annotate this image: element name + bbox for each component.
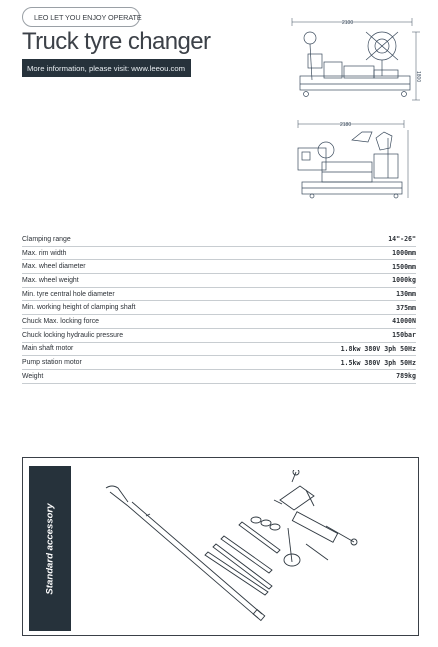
table-row bbox=[22, 370, 416, 384]
top-view-drawing bbox=[292, 118, 416, 204]
top-width-dim: 2180 bbox=[340, 122, 352, 128]
table-row bbox=[22, 233, 416, 247]
table-row bbox=[22, 260, 416, 274]
table-row bbox=[22, 288, 416, 302]
accessory-label: Standard accessory bbox=[44, 502, 56, 595]
spec-label: Max. rim width bbox=[22, 249, 67, 257]
spec-value: 1000kg bbox=[392, 276, 416, 285]
spec-label: Chuck locking hydraulic pressure bbox=[22, 331, 124, 339]
table-row bbox=[22, 247, 416, 261]
side-width-dim: 2100 bbox=[342, 20, 354, 26]
spec-table bbox=[22, 233, 416, 384]
spec-label: Chuck Max. locking force bbox=[22, 317, 99, 325]
page-title: Truck tyre changer bbox=[22, 28, 211, 55]
side-view-drawing bbox=[286, 14, 426, 106]
spec-label: Main shaft motor bbox=[22, 345, 74, 353]
brand-badge bbox=[22, 7, 140, 27]
side-height-dim: 1800 bbox=[415, 71, 421, 83]
table-row bbox=[22, 315, 416, 329]
spec-label: Pump station motor bbox=[22, 359, 82, 367]
spec-value: 1.8kw 380V 3ph 50Hz bbox=[340, 344, 416, 353]
spec-value: 130mm bbox=[396, 290, 416, 299]
spec-label: Clamping range bbox=[22, 235, 71, 243]
washer-set bbox=[251, 517, 280, 530]
info-banner bbox=[22, 59, 191, 77]
spec-value: 1500mm bbox=[392, 262, 416, 271]
table-row bbox=[22, 343, 416, 357]
spec-value: 789kg bbox=[396, 372, 416, 381]
table-row bbox=[22, 329, 416, 343]
table-row bbox=[22, 301, 416, 315]
spec-label: Min. working height of clamping shaft bbox=[22, 304, 136, 312]
spec-label: Max. wheel weight bbox=[22, 276, 79, 284]
info-text: More information, please visit: www.leeou.com bbox=[27, 63, 186, 73]
spec-label: Weight bbox=[22, 372, 44, 380]
clamp-tool bbox=[274, 470, 314, 510]
cylinder-tool bbox=[284, 512, 357, 566]
table-row bbox=[22, 274, 416, 288]
accessory-label-bar bbox=[29, 466, 71, 631]
spec-value: 150bar bbox=[392, 331, 416, 340]
spec-value: 375mm bbox=[396, 303, 416, 312]
accessory-tools-drawing bbox=[96, 470, 366, 630]
spec-value: 1.5kw 380V 3ph 50Hz bbox=[340, 358, 416, 367]
spec-value: 41000N bbox=[392, 317, 416, 326]
spec-label: Min. tyre central hole diameter bbox=[22, 290, 115, 298]
flat-lever-tools bbox=[205, 522, 280, 595]
spec-value: 14"-26" bbox=[388, 235, 416, 244]
table-row bbox=[22, 356, 416, 370]
brand-slogan: LEO LET YOU ENJOY OPERATE bbox=[34, 12, 142, 22]
spec-value: 1000mm bbox=[392, 249, 416, 258]
spec-label: Max. wheel diameter bbox=[22, 263, 86, 271]
